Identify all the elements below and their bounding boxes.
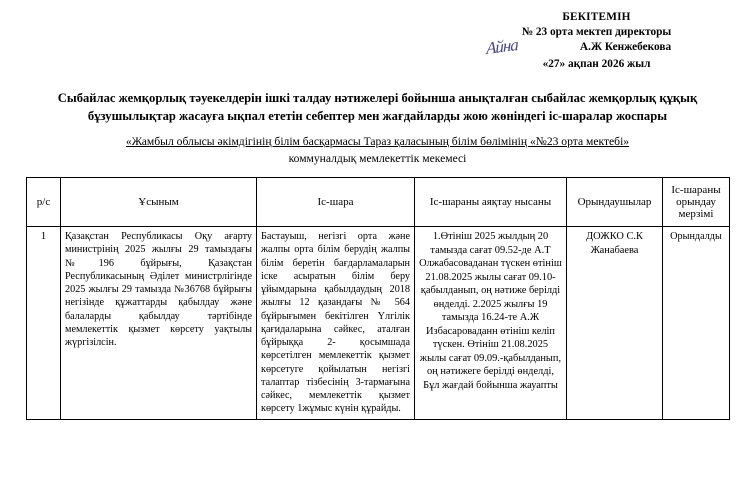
table-header-executor: Орындаушылар xyxy=(567,178,663,227)
approval-director-line: № 23 орта мектеп директоры xyxy=(521,25,672,38)
row-executor: ДОЖКО С.К Жанабаева xyxy=(567,227,663,420)
row-completion: 1.Өтініш 2025 жылдың 20 тамызда сағат 09.52-де А.Т Олжабасоваданан түскен өтініш 21.08.2025 жылы сағат 09.10-қабылданып, оң нәтиже берілді өнделді. 2.2025 жылғы 19 тамызда 16.24-те А.Ж Избасароваданн өтініш келіп түскен. Өтініш 21.08.2025 жылы сағат 09.09.-қабылданып, оң нәтижеге берілді өнделді, Бұл жағдай бойынша жауапты xyxy=(415,227,567,420)
approval-date: «27» ақпан 2026 жыл xyxy=(542,57,651,70)
row-action: Бастауыш, негізгі орта және жалпы орта білім берудің жалпы білім беретін бағдарламаларын іске асыратын білім беру ұйымдарына қабылдаудың 2018 жылғы 12 қазандағы № 564 бұйрығымен бекітілген Үлгілік қағидаларына сәйкес, аталған бұйрыққа 2- қосымшада көрсетілген мемлекеттік қызмет көрсетуге қойылатын негізгі талаптар тізбесінің 3-тармағына сәйкес, мемлекеттік қызмет көрсету 1жұмыс күнін құрайды. xyxy=(257,227,415,420)
row-term: Орындалды xyxy=(663,227,730,420)
table-header-num: р/с xyxy=(27,178,61,227)
table-header-row xyxy=(27,178,730,227)
table-header-term: Іс-шараны орындау мерзімі xyxy=(663,178,730,227)
approval-title: БЕКІТЕМІН xyxy=(562,11,631,23)
organization-subtitle xyxy=(26,134,729,167)
approval-name: А.Ж Кенжебекова xyxy=(579,40,672,53)
approval-block xyxy=(464,10,729,72)
table-header-recommendation: Ұсыным xyxy=(61,178,257,227)
page-title: Сыбайлас жемқорлық тәуекелдерін ішкі талдау нәтижелері бойынша анықталған сыбайлас жемқорлық құқық бұзушылықтар жасауға ықпал ететін себептер мен жағдайларды жою жөніндегі іс-шаралар жоспары xyxy=(57,90,698,123)
table-header-action: Іс-шара xyxy=(257,178,415,227)
row-recommendation: Қазақстан Республикасы Оқу ағарту министрінің 2025 жылғы 29 тамыздағы №196 бұйрығы, Қазақстан Республикасының Әділет министрлігінде 2025 жылғы 29 тамызда №36768 бұйрығы негізінде құжаттарды қабылдау және балаларды қабылдау тәртібінде мемлекеттік қызмет көрсету уақтылы жүргізілсін. xyxy=(61,227,257,420)
signature-row xyxy=(464,34,729,58)
table-header-completion: Іс-шараны аяқтау нысаны xyxy=(415,178,567,227)
organization-name-underlined: «Жамбыл облысы әкімдігінің білім басқармасы Тараз қаласының білім бөлімінің «№23 орта мектебі» xyxy=(125,135,630,149)
table-row xyxy=(27,227,730,420)
organization-name-second-line: коммуналдық мемлекеттік мекемесі xyxy=(288,151,467,165)
handwritten-signature: Айна xyxy=(485,34,518,58)
row-number: 1 xyxy=(27,227,61,420)
plan-table xyxy=(26,177,730,420)
